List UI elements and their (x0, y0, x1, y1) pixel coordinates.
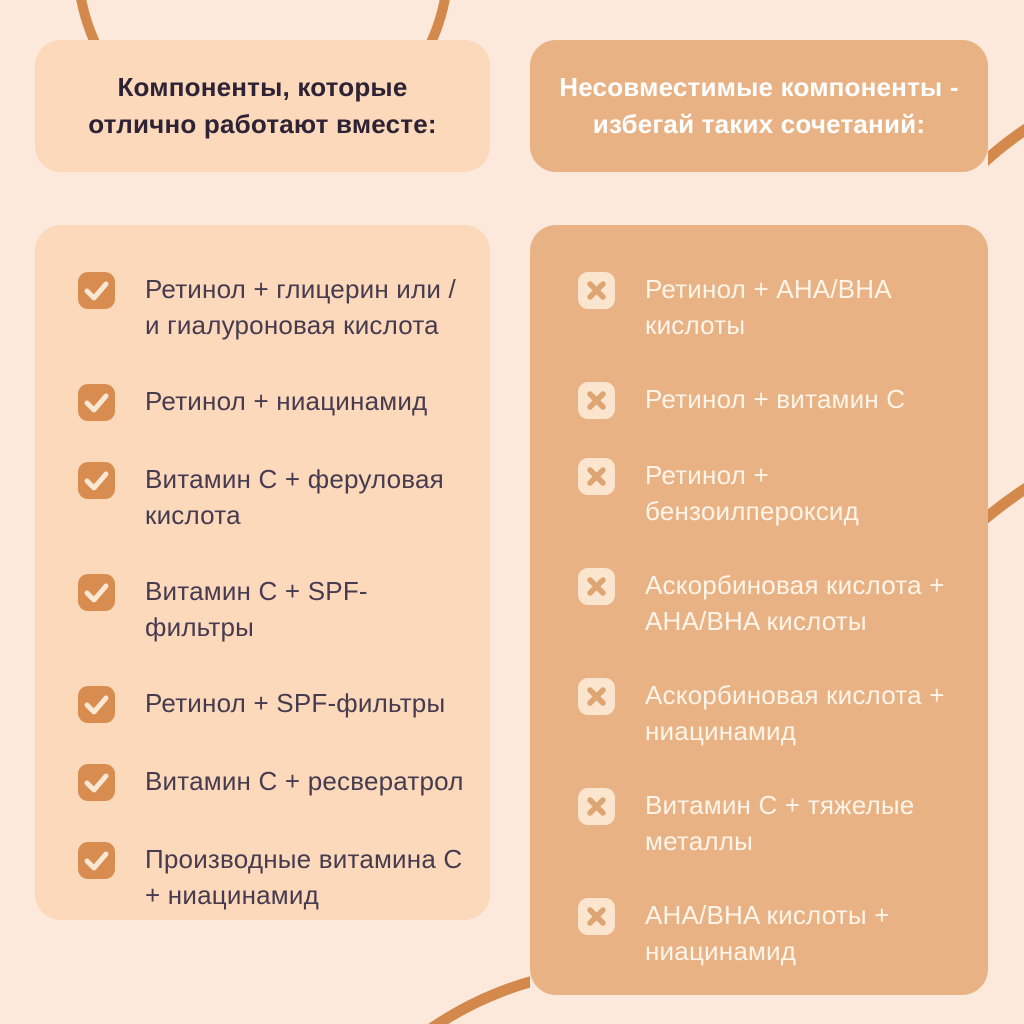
check-icon (78, 384, 115, 421)
x-icon (578, 568, 615, 605)
list-item (578, 271, 988, 343)
list-item-text: Ретинол + бензоилпероксид (645, 460, 860, 526)
check-icon (78, 842, 115, 879)
x-icon (578, 458, 615, 495)
list-item-text: Ретинол + AHA/BHA кислоты (645, 274, 892, 340)
check-icon (78, 764, 115, 801)
list-item-text: Витамин C + тяжелые металлы (645, 790, 915, 856)
incompatible-header-title: Несовместимые компоненты - избегай таких сочетаний: (559, 72, 959, 139)
check-icon (78, 574, 115, 611)
list-item-text: AHA/BHA кислоты + ниацинамид (645, 900, 890, 966)
list-item-text: Ретинол + глицерин или / и гиалуроновая кислота (145, 274, 456, 340)
list-item (78, 841, 490, 913)
incompatible-header-card (530, 40, 988, 172)
list-item (78, 685, 490, 723)
incompatible-list-card (530, 225, 988, 995)
incompatible-column (530, 40, 988, 995)
list-item (78, 271, 490, 343)
list-item (578, 897, 988, 969)
list-item (578, 457, 988, 529)
x-icon (578, 788, 615, 825)
list-item-text: Ретинол + витамин C (645, 384, 906, 414)
list-item-text: Аскорбиновая кислота + ниацинамид (645, 680, 945, 746)
list-item (78, 573, 490, 645)
x-icon (578, 272, 615, 309)
compatible-header-title: Компоненты, которые отлично работают вместе: (88, 72, 437, 139)
list-item-text: Ретинол + ниацинамид (145, 386, 428, 416)
list-item (578, 381, 988, 419)
list-item (578, 567, 988, 639)
decorative-arc-top (0, 0, 500, 40)
list-item-text: Производные витамина C + ниацинамид (145, 844, 463, 910)
decorative-arc-left (0, 480, 36, 530)
list-item-text: Аскорбиновая кислота + AHA/BHA кислоты (645, 570, 945, 636)
x-icon (578, 898, 615, 935)
list-item (578, 787, 988, 859)
check-icon (78, 272, 115, 309)
list-item (78, 383, 490, 421)
compatible-column (35, 40, 490, 920)
list-item-text: Витамин C + ресвератрол (145, 766, 464, 796)
x-icon (578, 678, 615, 715)
list-item-text: Витамин C + феруловая кислота (145, 464, 444, 530)
list-item-text: Ретинол + SPF-фильтры (145, 688, 446, 718)
list-item (78, 461, 490, 533)
list-item (78, 763, 490, 801)
list-item (578, 677, 988, 749)
compatible-header-card (35, 40, 490, 172)
list-item-text: Витамин C + SPF-фильтры (145, 576, 368, 642)
compatible-list-card (35, 225, 490, 920)
check-icon (78, 686, 115, 723)
decorative-arc-top-right (988, 110, 1024, 170)
x-icon (578, 382, 615, 419)
decorative-arc-bottom (395, 950, 530, 1024)
check-icon (78, 462, 115, 499)
decorative-arc-right (988, 480, 1024, 535)
